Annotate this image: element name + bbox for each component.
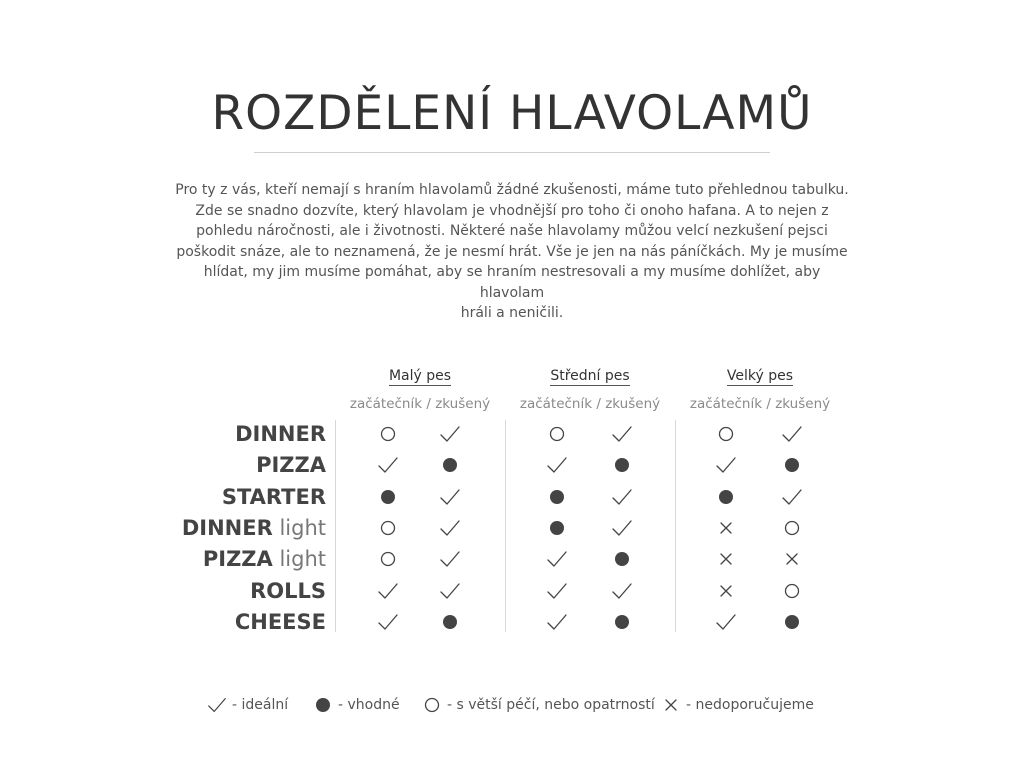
row-label [250,575,326,607]
product-variant: light [272,547,326,572]
product-name: ROLLS [250,578,326,603]
legend-label: - ideální [232,697,289,713]
filled-dot-icon [711,482,741,512]
filled-dot-icon [777,450,807,480]
empty-circle-icon [777,576,807,606]
page-title: ROZDĚLENÍ HLAVOLAMŮ [211,86,813,141]
filled-dot-icon [607,607,637,637]
filled-dot-icon [607,450,637,480]
column-divider [675,420,676,632]
empty-circle-icon [373,419,403,449]
empty-circle-icon [777,513,807,543]
group-header-small: Malý pes [388,368,452,384]
check-icon [607,513,637,543]
filled-dot-icon [312,694,334,716]
row-label [182,512,326,544]
legend-item [421,694,655,716]
filled-dot-icon [542,482,572,512]
cross-icon [777,544,807,574]
filled-dot-icon [607,544,637,574]
legend-label: - vhodné [338,697,400,713]
row-label [235,606,326,638]
filled-dot-icon [435,607,465,637]
group-subheader-medium: začátečník / zkušený [519,396,661,412]
check-icon [777,482,807,512]
cross-icon [711,576,741,606]
column-divider [335,420,336,632]
empty-circle-icon [421,694,443,716]
group-subheader-small: začátečník / zkušený [349,396,491,412]
check-icon [206,694,228,716]
group-header-medium: Střední pes [550,368,630,384]
check-icon [435,544,465,574]
cross-icon [660,694,682,716]
group-header-large: Velký pes [726,368,794,384]
empty-circle-icon [542,419,572,449]
check-icon [607,419,637,449]
row-label [256,449,326,481]
legend-label: - nedoporučujeme [686,697,814,713]
product-name: DINNER [235,422,326,446]
group-subheader-large: začátečník / zkušený [689,396,831,412]
empty-circle-icon [711,419,741,449]
check-icon [435,513,465,543]
check-icon [607,482,637,512]
filled-dot-icon [542,513,572,543]
product-name: DINNER [181,515,273,540]
row-label [235,418,326,450]
legend-label: - s větší péčí, nebo opatrností [447,697,655,713]
check-icon [435,419,465,449]
filled-dot-icon [777,607,807,637]
product-name: STARTER [221,484,326,509]
check-icon [542,544,572,574]
check-icon [542,607,572,637]
check-icon [711,450,741,480]
filled-dot-icon [435,450,465,480]
empty-circle-icon [373,544,403,574]
intro-paragraph: Pro ty z vás, kteří nemají s hraním hlavolamů žádné zkušenosti, máme tuto přehlednou tabulku. Zde se snadno dozvíte, který hlavolam je vhodnější pro toho či onoho hafana. A to nejen z pohledu náročnosti, ale i životnosti. Některé naše hlavolamy můžou velcí nezkušení pejsci poškodit snáze, ale to neznamená, že je nesmí hrát. Vše je jen na nás páníčkách. My je musíme hlídat, my jim musíme pomáhat, aby se hraním nestresovali a my musíme dohlížet, aby hlavolam hráli a neničili. [175,182,849,321]
check-icon [373,450,403,480]
check-icon [435,482,465,512]
title-divider [254,152,770,153]
check-icon [373,607,403,637]
product-variant: light [272,515,326,540]
check-icon [373,576,403,606]
empty-circle-icon [373,513,403,543]
row-label [222,481,326,513]
product-name: PIZZA [256,453,326,478]
check-icon [711,607,741,637]
check-icon [607,576,637,606]
check-icon [435,576,465,606]
cross-icon [711,544,741,574]
column-divider [505,420,506,632]
check-icon [777,419,807,449]
cross-icon [711,513,741,543]
row-label [203,543,326,575]
product-name: CHEESE [234,609,326,634]
check-icon [542,576,572,606]
legend-item [206,694,288,716]
legend-item [312,694,400,716]
filled-dot-icon [373,482,403,512]
check-icon [542,450,572,480]
product-name: PIZZA [202,547,273,572]
legend-item [660,694,814,716]
